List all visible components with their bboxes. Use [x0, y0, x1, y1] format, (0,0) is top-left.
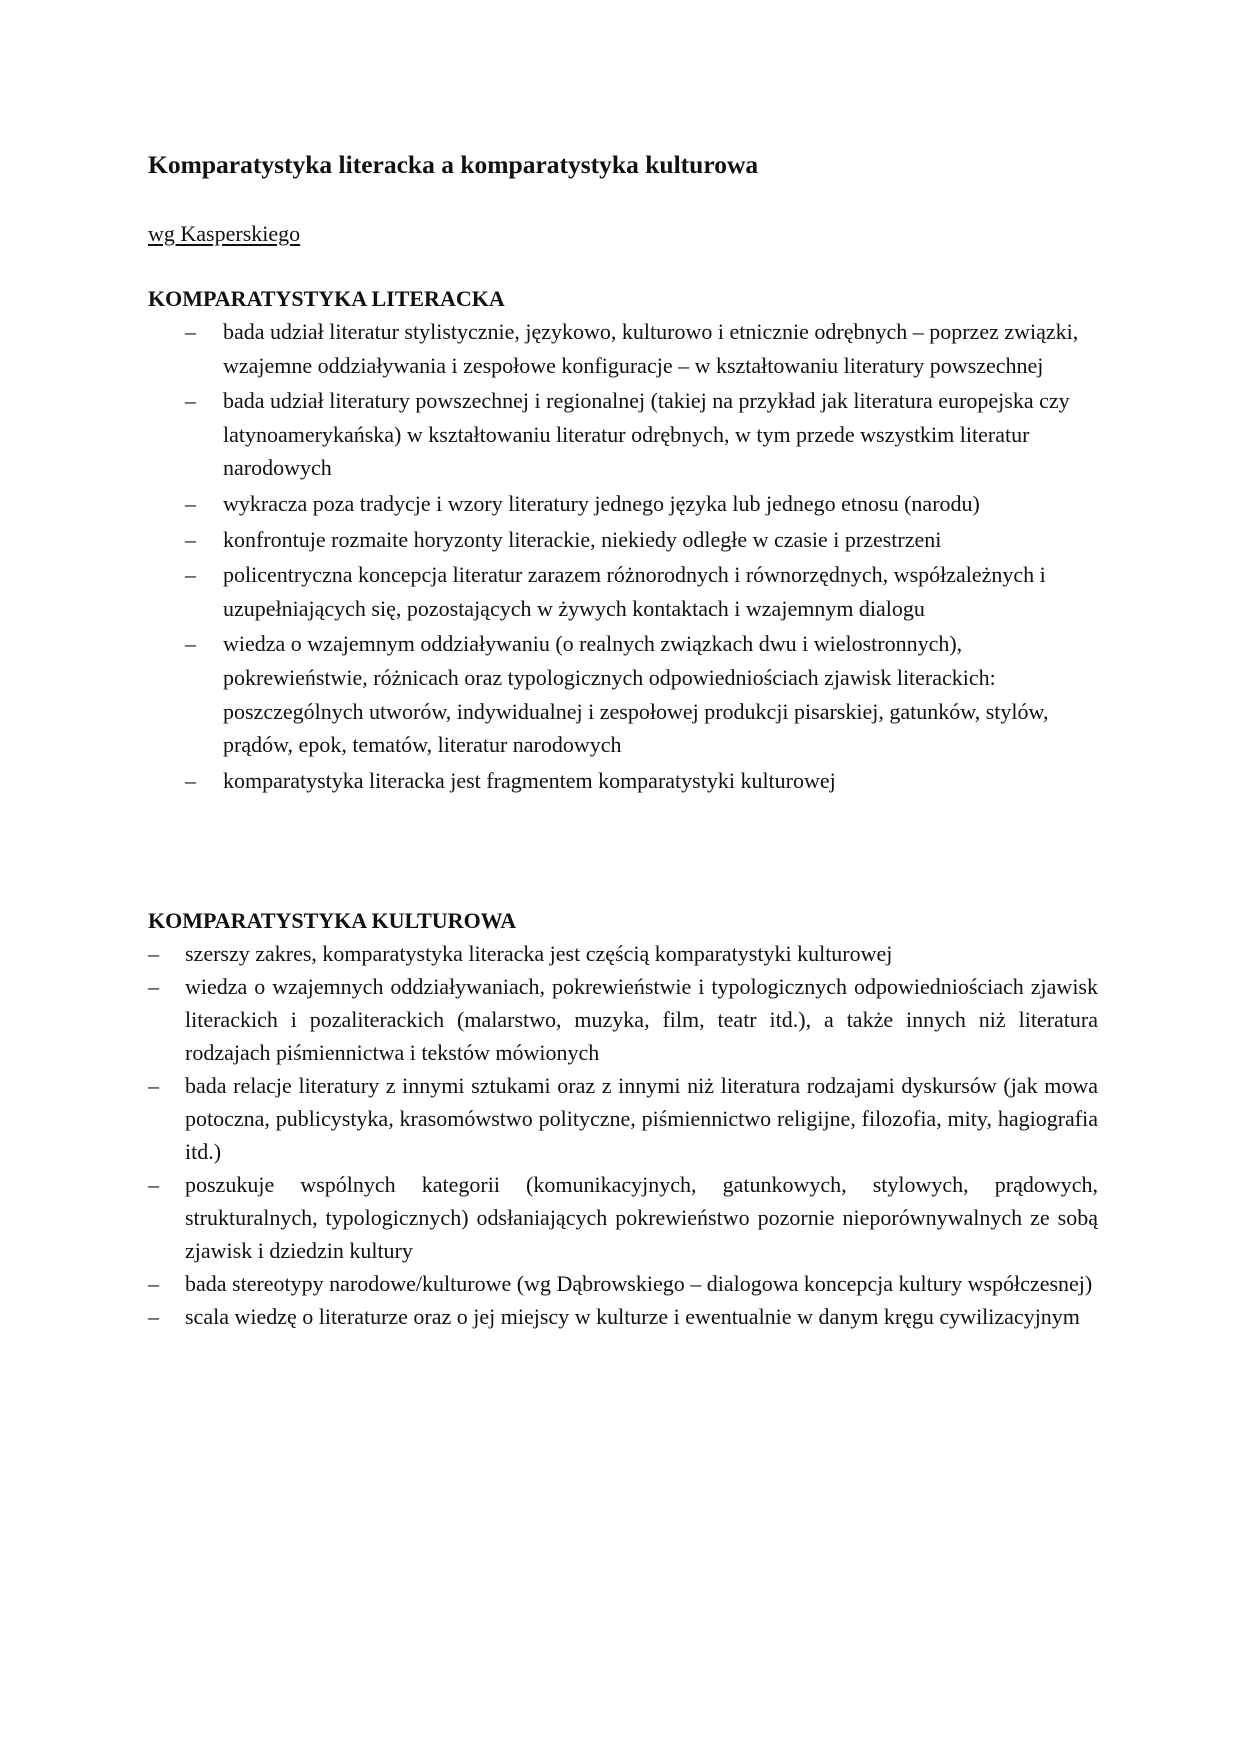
list-item-text: szerszy zakres, komparatystyka literacka jest częścią komparatystyki kulturowej: [185, 941, 893, 966]
literacka-list: [148, 315, 1098, 797]
list-item-text: bada stereotypy narodowe/kulturowe (wg Dąbrowskiego – dialogowa koncepcja kultury współczesnej): [185, 1271, 1093, 1296]
dash-bullet: –: [185, 562, 196, 588]
list-item: [148, 627, 1098, 761]
dash-bullet: –: [185, 319, 196, 344]
list-item: [148, 1069, 1098, 1168]
list-item: [148, 937, 1098, 970]
list-item-text: scala wiedzę o literaturze oraz o jej miejscy w kulturze i ewentualnie w danym kręgu cywilizacyjnym: [185, 1304, 1080, 1329]
list-item: [148, 1300, 1098, 1333]
list-item: [148, 1168, 1098, 1267]
list-item-text: wiedza o wzajemnym oddziaływaniu (o realnych związkach dwu i wielostronnych), pokrewieństwie, różnicach oraz typologicznych odpowiedniościach zjawisk literackich: poszczególnych utworów, indywidualnej i zespołowej produkcji pisarskiej, gatunków, stylów, prądów, epok, tematów, literatur narodowych: [223, 631, 1049, 758]
section-kulturowa: [148, 905, 1098, 1333]
list-item: [148, 764, 1098, 798]
section-literacka: [148, 283, 1098, 799]
list-item-text: komparatystyka literacka jest fragmentem komparatystyki kulturowej: [223, 767, 836, 793]
list-item-text: bada relacje literatury z innymi sztukami oraz z innymi niż literatura rodzajami dyskursów (jak mowa potoczna, publicystyka, krasomówstwo polityczne, piśmiennictwo religijne, filozofia, mity, hagiografia itd.): [185, 1073, 1098, 1164]
list-item-text: konfrontuje rozmaite horyzonty literackie, niekiedy odległe w czasie i przestrzeni: [223, 526, 942, 552]
list-item-text: wiedza o wzajemnych oddziaływaniach, pokrewieństwie i typologicznych odpowiedniościach zjawisk literackich i pozaliterackich (malarstwo, muzyka, film, teatr itd.), a także innych niż literatura rodzajach piśmiennictwa i tekstów mówionych: [185, 974, 1098, 1065]
list-item: [148, 384, 1098, 485]
list-item: [148, 487, 1098, 521]
dash-bullet: –: [148, 1271, 159, 1296]
section-heading-kulturowa: KOMPARATYSTYKA KULTUROWA: [148, 908, 517, 933]
list-item-text: bada udział literatury powszechnej i regionalnej (takiej na przykład jak literatura europejska czy latynoamerykańska) w kształtowaniu literatur odrębnych, w tym przede wszystkim literatur narodowych: [223, 388, 1070, 481]
list-item: [148, 315, 1098, 382]
list-item: [148, 523, 1098, 557]
dash-bullet: –: [185, 490, 196, 516]
list-item-text: policentryczna koncepcja literatur zarazem różnorodnych i równorzędnych, współzależnych i uzupełniających się, pozostających w żywych kontaktach i wzajemnym dialogu: [223, 562, 1046, 621]
list-item: [148, 558, 1098, 625]
dash-bullet: –: [185, 388, 196, 414]
list-item-text: poszukuje wspólnych kategorii (komunikacyjnych, gatunkowych, stylowych, prądowych, strukturalnych, typologicznych) odsłaniających pokrewieństwo pozornie nieporównywalnych ze sobą zjawisk i dziedzin kultury: [185, 1172, 1098, 1263]
document-title: Komparatystyka literacka a komparatystyka kulturowa: [148, 150, 759, 179]
dash-bullet: –: [185, 767, 196, 793]
list-item: [148, 970, 1098, 1069]
dash-bullet: –: [148, 1172, 159, 1197]
list-item-text: wykracza poza tradycje i wzory literatury jednego języka lub jednego etnosu (narodu): [223, 490, 980, 516]
dash-bullet: –: [185, 631, 196, 657]
dash-bullet: –: [148, 1304, 159, 1329]
document-subtitle: wg Kasperskiego: [148, 221, 301, 246]
section-heading-literacka: KOMPARATYSTYKA LITERACKA: [148, 286, 505, 311]
list-item: [148, 1267, 1098, 1300]
kulturowa-list: [148, 937, 1098, 1333]
dash-bullet: –: [185, 526, 196, 552]
dash-bullet: –: [148, 974, 159, 999]
dash-bullet: –: [148, 1073, 159, 1098]
list-item-text: bada udział literatur stylistycznie, językowo, kulturowo i etnicznie odrębnych – poprzez związki, wzajemne oddziaływania i zespołowe konfiguracje – w kształtowaniu literatury powszechnej: [223, 319, 1079, 378]
dash-bullet: –: [148, 941, 159, 966]
